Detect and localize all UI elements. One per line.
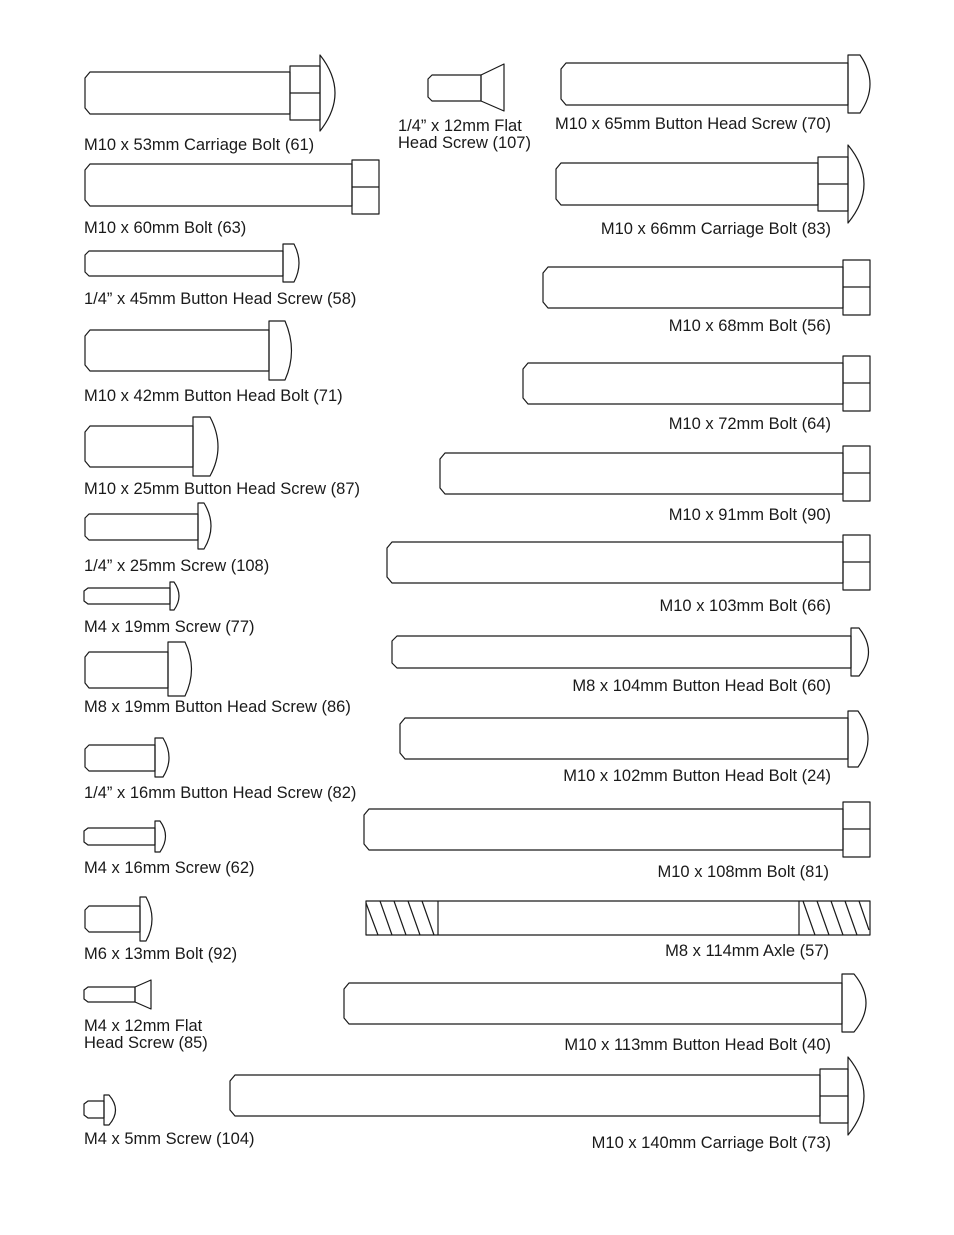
button-head-bolt-71-drawing — [85, 321, 292, 380]
part-label-58: 1/4” x 45mm Button Head Screw (58) — [84, 290, 357, 308]
part-label-82: 1/4” x 16mm Button Head Screw (82) — [84, 784, 357, 802]
part-label-57: M8 x 114mm Axle (57) — [665, 942, 829, 960]
part-label-108: 1/4” x 25mm Screw (108) — [84, 557, 270, 575]
button-head-screw-87-drawing — [85, 417, 218, 476]
hex-bolt-81-drawing — [364, 802, 870, 857]
part-label-85-line2: Head Screw (85) — [84, 1034, 208, 1052]
button-head-bolt-60-drawing — [392, 628, 869, 676]
part-label-70: M10 x 65mm Button Head Screw (70) — [554, 115, 831, 133]
part-label-64: M10 x 72mm Bolt (64) — [668, 415, 831, 433]
part-label-107-line2: Head Screw (107) — [398, 134, 531, 152]
part-label-71: M10 x 42mm Button Head Bolt (71) — [84, 387, 343, 405]
carriage-bolt-61-drawing — [85, 55, 335, 131]
hex-bolt-56-drawing — [543, 260, 870, 315]
carriage-bolt-73-drawing — [230, 1057, 864, 1135]
part-label-85-line1: M4 x 12mm Flat — [84, 1017, 203, 1035]
screw-62-drawing — [84, 821, 166, 852]
part-label-62: M4 x 16mm Screw (62) — [84, 859, 255, 877]
axle-57-drawing — [366, 901, 870, 935]
flat-head-screw-85-drawing — [84, 980, 151, 1009]
hex-bolt-66-drawing — [387, 535, 870, 590]
part-label-60: M8 x 104mm Button Head Bolt (60) — [572, 677, 831, 695]
part-label-90: M10 x 91mm Bolt (90) — [668, 506, 831, 524]
part-label-61: M10 x 53mm Carriage Bolt (61) — [84, 136, 315, 154]
part-label-40: M10 x 113mm Button Head Bolt (40) — [564, 1036, 831, 1054]
part-label-104: M4 x 5mm Screw (104) — [84, 1130, 255, 1148]
part-label-63: M10 x 60mm Bolt (63) — [84, 219, 247, 237]
part-label-56: M10 x 68mm Bolt (56) — [668, 317, 831, 335]
part-label-86: M8 x 19mm Button Head Screw (86) — [84, 698, 351, 716]
part-label-92: M6 x 13mm Bolt (92) — [84, 945, 238, 963]
hex-bolt-63-drawing — [85, 160, 379, 214]
part-label-87: M10 x 25mm Button Head Screw (87) — [84, 480, 361, 498]
bolt-92-drawing — [85, 897, 152, 941]
part-label-83: M10 x 66mm Carriage Bolt (83) — [600, 220, 831, 238]
button-head-bolt-40-drawing — [344, 974, 866, 1032]
button-head-screw-86-drawing — [85, 642, 192, 696]
button-head-screw-82-drawing — [85, 738, 169, 777]
button-head-bolt-24-drawing — [400, 711, 868, 767]
screw-77-drawing — [84, 582, 179, 610]
part-label-81: M10 x 108mm Bolt (81) — [657, 863, 829, 881]
flat-head-screw-107-drawing — [428, 64, 504, 111]
part-label-24: M10 x 102mm Button Head Bolt (24) — [563, 767, 831, 785]
part-label-77: M4 x 19mm Screw (77) — [84, 618, 255, 636]
carriage-bolt-83-drawing — [556, 145, 864, 223]
button-head-screw-58-drawing — [85, 244, 299, 282]
screw-104-drawing — [84, 1095, 116, 1125]
part-label-73: M10 x 140mm Carriage Bolt (73) — [591, 1134, 831, 1152]
part-label-107-line1: 1/4” x 12mm Flat — [398, 117, 522, 135]
part-label-66: M10 x 103mm Bolt (66) — [659, 597, 831, 615]
button-head-screw-70-drawing — [561, 55, 870, 113]
hex-bolt-64-drawing — [523, 356, 870, 411]
screw-108-drawing — [85, 503, 211, 549]
hex-bolt-90-drawing — [440, 446, 870, 501]
